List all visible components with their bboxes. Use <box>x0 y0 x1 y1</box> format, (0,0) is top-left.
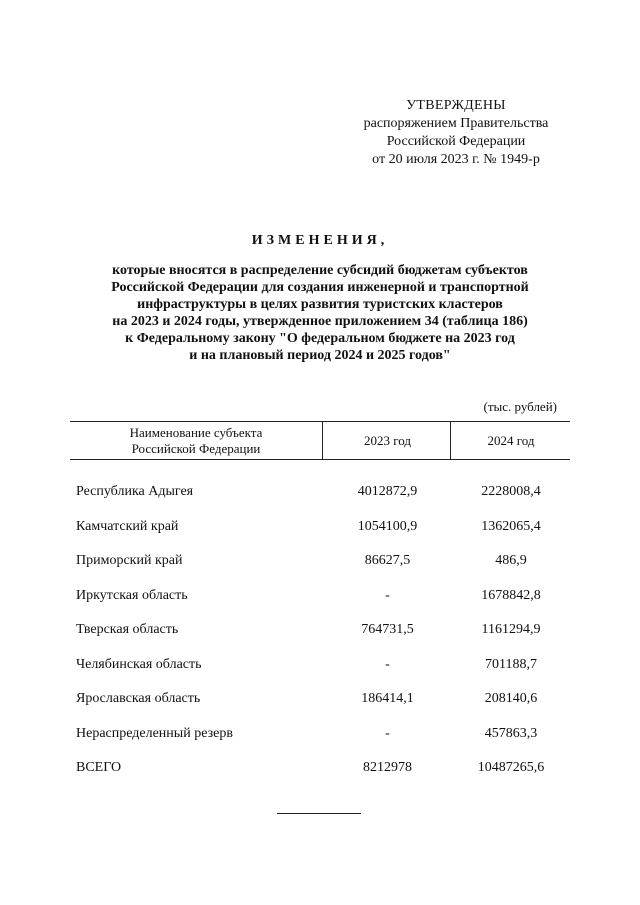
row-value-2024: 701188,7 <box>485 656 537 672</box>
row-region: Челябинская область <box>76 656 202 672</box>
table-row <box>70 651 570 686</box>
header-year-2023: 2023 год <box>364 433 411 448</box>
table-row <box>70 582 570 617</box>
approval-line: Российской Федерации <box>386 134 526 149</box>
row-value-2024: 1678842,8 <box>481 587 541 603</box>
table-row <box>70 720 570 755</box>
row-region: Нераспределенный резерв <box>76 725 233 741</box>
document-title: ИЗМЕНЕНИЯ, <box>251 233 389 248</box>
row-region: Тверская область <box>76 622 179 637</box>
row-value-2023: 764731,5 <box>361 622 414 637</box>
row-region: Иркутская область <box>76 587 188 603</box>
row-value-2024: 10487265,6 <box>477 760 545 775</box>
row-region: Приморский край <box>76 553 183 568</box>
end-divider <box>277 813 361 814</box>
document-subtitle <box>60 262 580 364</box>
row-region: Камчатский край <box>76 518 179 534</box>
row-value-2023: 8212978 <box>363 760 412 775</box>
header-divider <box>322 422 323 459</box>
approval-line: распоряжением Правительства <box>363 116 549 131</box>
row-value-2024: 457863,3 <box>484 725 538 741</box>
row-value-2023: 86627,5 <box>364 553 411 568</box>
table-row <box>70 547 570 582</box>
header-region-line1: Наименование субъекта <box>129 425 263 440</box>
subtitle-line: к Федеральному закону "О федеральном бюджете на 2023 год <box>125 331 515 346</box>
table-header <box>70 421 570 460</box>
header-region-name <box>70 425 322 457</box>
approval-date-line: от 20 июля 2023 г. № 1949-р <box>372 152 540 167</box>
header-year-2024: 2024 год <box>487 433 535 448</box>
approval-block <box>330 97 582 169</box>
row-value-2024: 2228008,4 <box>481 484 541 499</box>
row-value-2023: - <box>385 587 390 603</box>
subtitle-line: Российской Федерации для создания инженерной и транспортной <box>111 280 529 295</box>
header-divider <box>450 422 451 459</box>
row-value-2023: 4012872,9 <box>357 484 418 499</box>
table-row <box>70 513 570 548</box>
table-row <box>70 616 570 651</box>
table-row <box>70 478 570 513</box>
row-value-2024: 208140,6 <box>484 691 538 706</box>
unit-label: (тыс. рублей) <box>483 399 557 414</box>
table-row <box>70 685 570 720</box>
subtitle-line: инфраструктуры в целях развития туристских кластеров <box>137 297 503 312</box>
row-value-2024: 1161294,9 <box>481 622 541 637</box>
row-region: Ярославская область <box>76 691 201 706</box>
row-value-2024: 1362065,4 <box>481 518 541 534</box>
row-value-2023: 1054100,9 <box>357 518 418 534</box>
approval-heading: УТВЕРЖДЕНЫ <box>406 98 506 113</box>
header-region-line2: Российской Федерации <box>131 441 261 456</box>
row-region: ВСЕГО <box>76 760 122 775</box>
subtitle-line: и на плановый период 2024 и 2025 годов" <box>189 348 451 363</box>
table-body <box>70 478 570 789</box>
row-region: Республика Адыгея <box>76 484 194 499</box>
table-row-total <box>70 754 570 789</box>
row-value-2023: - <box>385 656 390 672</box>
row-value-2024: 486,9 <box>495 553 527 568</box>
subtitle-line: на 2023 и 2024 годы, утвержденное приложением 34 (таблица 186) <box>112 314 528 329</box>
row-value-2023: 186414,1 <box>361 691 414 706</box>
subsidy-table <box>70 421 570 789</box>
subtitle-line: которые вносятся в распределение субсидий бюджетам субъектов <box>112 263 528 278</box>
row-value-2023: - <box>385 725 390 741</box>
